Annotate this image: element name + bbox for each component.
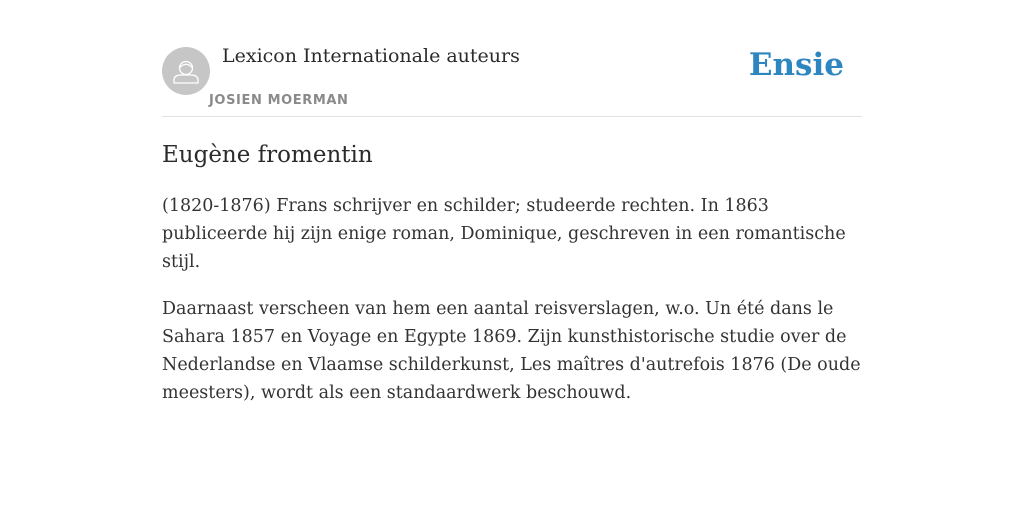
brand-logo[interactable]: Ensie [748, 47, 844, 83]
article-title: Eugène fromentin [162, 142, 373, 168]
article-body [162, 192, 862, 426]
header [162, 0, 862, 117]
article-paragraph: (1820-1876) Frans schrijver en schilder; studeerde rechten. In 1863 publiceerde hij zijn enige roman, Dominique, geschreven in een romantische stijl. [162, 196, 846, 272]
content-container [162, 0, 862, 403]
author-name-link[interactable]: JOSIEN MOERMAN [209, 93, 349, 108]
avatar[interactable] [162, 47, 210, 95]
user-placeholder-icon [162, 47, 210, 95]
article-paragraph: Daarnaast verscheen van hem een aantal reisverslagen, w.o. Un été dans le Sahara 1857 en Voyage en Egypte 1869. Zijn kunsthistorische studie over de Nederlandse en Vlaamse schilderkunst, Les maîtres d'autrefois 1876 (De oude meesters), wordt als een standaardwerk beschouwd. [162, 299, 861, 403]
collection-title-link[interactable]: Lexicon Internationale auteurs [222, 45, 520, 67]
